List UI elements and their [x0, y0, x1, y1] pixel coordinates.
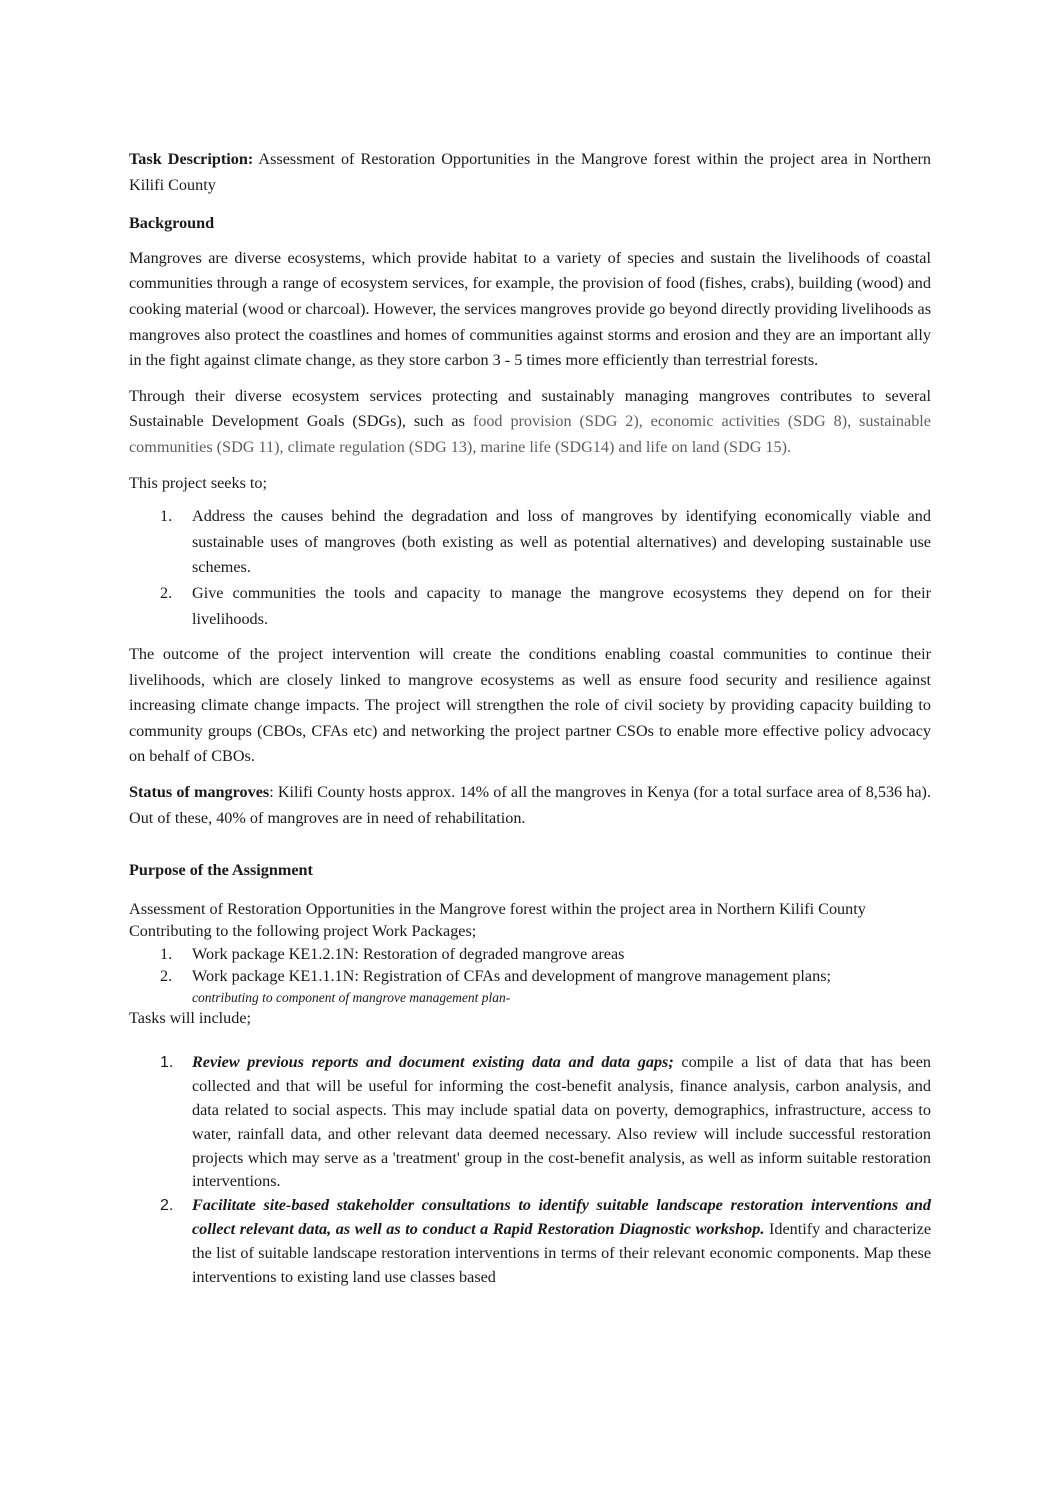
list-number: 1.	[160, 1054, 174, 1072]
task-description	[129, 147, 931, 198]
list-item-text: Address the causes behind the degradation and loss of mangroves by identifying economically viable and sustainable uses of mangroves (both existing as well as potential alternatives) and developing sustainable use schemes.	[192, 507, 931, 577]
task-description-label: Task Description:	[129, 150, 254, 168]
work-packages-intro: Contributing to the following project Work Packages;	[129, 922, 477, 941]
list-number: 2.	[160, 967, 173, 986]
list-item	[129, 1051, 931, 1194]
list-number: 1.	[160, 944, 173, 963]
list-item-text: Give communities the tools and capacity to manage the mangrove ecosystems they depend on for their livelihoods.	[192, 583, 931, 628]
task-title: Review previous reports and document existing data and data gaps;	[192, 1053, 674, 1072]
background-heading: Background	[129, 214, 215, 233]
list-item	[129, 943, 931, 966]
background-paragraph-1: Mangroves are diverse ecosystems, which provide habitat to a variety of species and sustain the livelihoods of coastal communities through a range of ecosystem services, for example, the provision of food (fishes, crabs), building (wood) and cooking material (wood or charcoal). However, the services mangroves provide go beyond directly providing livelihoods as mangroves also protect the coastlines and homes of communities against storms and erosion and they are an important ally in the fight against climate change, as they store carbon 3 - 5 times more efficiently than terrestrial forests.	[129, 248, 931, 370]
tasks-intro: Tasks will include;	[129, 1008, 252, 1027]
project-aims-intro: This project seeks to;	[129, 473, 268, 492]
work-packages-list	[129, 943, 931, 988]
list-item-text: Work package KE1.1.1N: Registration of CFAs and development of mangrove management plans;	[192, 967, 831, 986]
document-body	[129, 147, 931, 1289]
tasks-list	[129, 1051, 931, 1289]
list-item	[129, 581, 931, 632]
work-package-note: contributing to component of mangrove management plan-	[192, 989, 511, 1005]
outcome-paragraph: The outcome of the project intervention will create the conditions enabling coastal communities to continue their livelihoods, which are closely linked to mangrove ecosystems as well as ensure food security and resilience against increasing climate change impacts. The project will strengthen the role of civil society by providing capacity building to community groups (CBOs, CFAs etc) and networking the project partner CSOs to enable more effective policy advocacy on behalf of CBOs.	[129, 645, 931, 766]
list-number: 2.	[160, 583, 173, 602]
task-title: Facilitate site-based stakeholder consultations to identify suitable landscape restoration interventions and collect relevant data, as well as to conduct a Rapid Restoration Diagnostic workshop.	[192, 1196, 931, 1238]
list-item	[129, 504, 931, 581]
list-item-text: Work package KE1.2.1N: Restoration of degraded mangrove areas	[192, 944, 625, 963]
task-description-text: Assessment of Restoration Opportunities in the Mangrove forest within the project area in Northern Kilifi County	[129, 150, 931, 194]
task-text: Identify and characterize the list of suitable landscape restoration interventions in terms of their relevant economic components. Map these interventions to existing land use classes based	[192, 1219, 932, 1286]
status-text: : Kilifi County hosts approx. 14% of all the mangroves in Kenya (for a total surface area of 8,536 ha). Out of these, 40% of mangroves are in need of rehabilitation.	[129, 783, 931, 827]
sdg-intro: Through their diverse ecosystem services protecting and sustainably managing mangroves contributes to several Sustainable Development Goals (SDGs), such as	[129, 386, 931, 431]
list-number: 1.	[160, 507, 173, 526]
background-paragraph-sdgs	[129, 384, 931, 461]
task-text: compile a list of data that has been collected and that will be useful for informing the cost-benefit analysis, finance analysis, carbon analysis, and data related to social aspects. This may include spatial data on poverty, demographics, infrastructure, access to water, rainfall data, and other relevant data deemed necessary. Also review will include successful restoration projects which may serve as a 'treatment' group in the cost-benefit analysis, as well as inform suitable restoration interventions.	[192, 1053, 931, 1191]
project-aims-list	[129, 504, 931, 632]
purpose-heading: Purpose of the Assignment	[129, 861, 313, 880]
list-item	[129, 965, 931, 988]
status-label: Status of mangroves	[129, 783, 270, 802]
purpose-text: Assessment of Restoration Opportunities in the Mangrove forest within the project area in Northern Kilifi County	[129, 899, 866, 918]
list-number: 2.	[160, 1197, 174, 1215]
status-paragraph	[129, 780, 931, 831]
sdg-list: food provision (SDG 2), economic activities (SDG 8), sustainable communities (SDG 11), climate regulation (SDG 13), marine life (SDG14) and life on land (SDG 15).	[129, 412, 931, 456]
list-item	[129, 1194, 931, 1289]
